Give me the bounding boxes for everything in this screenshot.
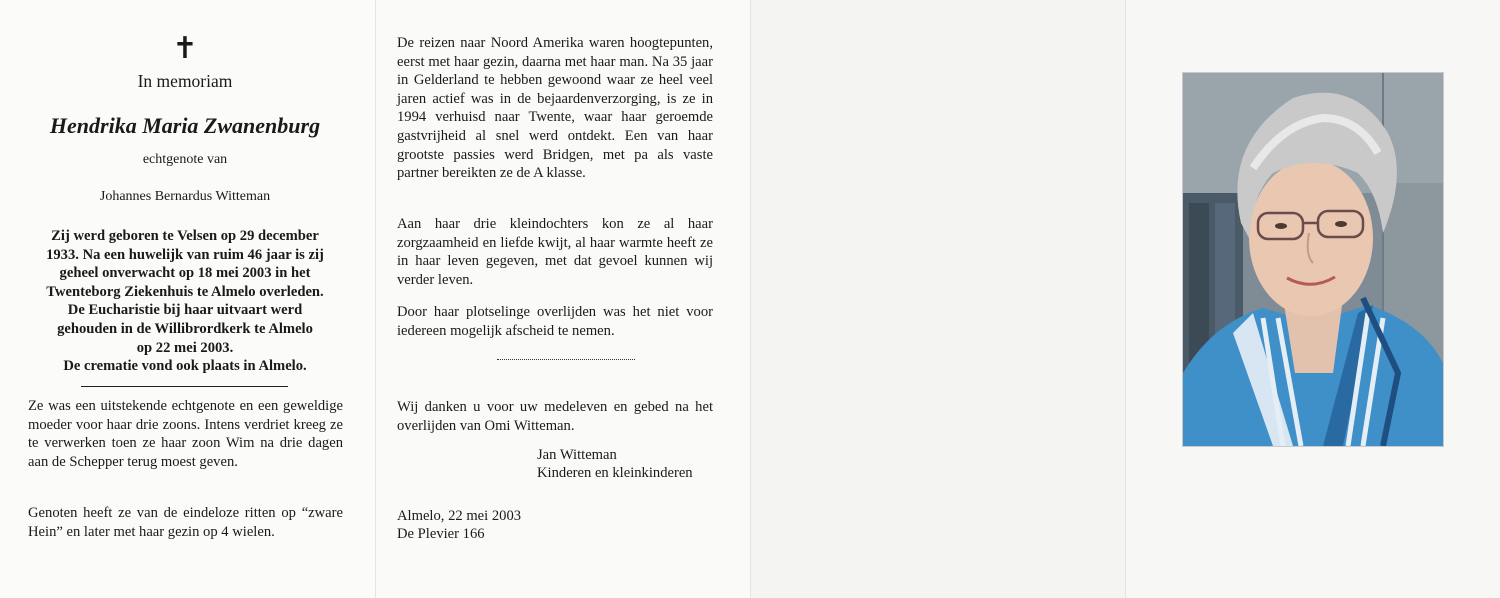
card-panel-photo bbox=[1125, 0, 1500, 598]
life-facts-line: gehouden in de Willibrordkerk te Almelo bbox=[57, 320, 313, 337]
portrait-image bbox=[1183, 73, 1443, 446]
memorial-paragraph: Ze was een uitstekende echtgenote en een geweldige moeder voor haar drie zoons. Intens verdriet kreeg ze te verwerken toen ze haar zoon Wim na drie dagen aan de Schepper terug moest geven. bbox=[28, 398, 343, 470]
fold-line bbox=[375, 0, 376, 598]
signature-name: Jan Witteman bbox=[537, 447, 617, 463]
life-facts-line: Twenteborg Ziekenhuis te Almelo overleden. bbox=[46, 283, 324, 300]
fold-line bbox=[750, 0, 751, 598]
card-panel-blank bbox=[750, 0, 1125, 598]
spouse-name: Johannes Bernardus Witteman bbox=[99, 189, 271, 204]
spouse-label: echtgenote van bbox=[142, 152, 228, 167]
life-facts-line: 1933. Na een huwelijk van ruim 46 jaar is zij bbox=[46, 246, 324, 263]
dotted-divider bbox=[497, 359, 635, 360]
deceased-name: Hendrika Maria Zwanenburg bbox=[49, 113, 321, 138]
memorial-paragraph: Aan haar drie kleindochters kon ze al haar zorgzaamheid en liefde kwijt, al haar warmte heeft ze in haar leven gegeven, met dat gevoel kunnen wij verder leven. bbox=[397, 216, 713, 288]
fold-line bbox=[1125, 0, 1126, 598]
life-facts-line: geheel onverwacht op 18 mei 2003 in het bbox=[59, 265, 311, 282]
place-date: Almelo, 22 mei 2003 bbox=[397, 508, 522, 524]
card-panel-left bbox=[0, 0, 375, 598]
life-facts-line: Zij werd geboren te Velsen op 29 december bbox=[51, 228, 319, 244]
portrait-photo bbox=[1182, 72, 1444, 447]
signature-family: Kinderen en kleinkinderen bbox=[537, 465, 693, 481]
memorial-paragraph: Door haar plotselinge overlijden was het niet voor iedereen mogelijk afscheid te nemen. bbox=[397, 304, 713, 339]
cross-icon: ✝ bbox=[172, 31, 198, 66]
memorial-paragraph: De reizen naar Noord Amerika waren hoogtepunten, eerst met haar gezin, daarna met haar man. Na 35 jaar in Gelderland te hebben gewoond waar ze heel veel jaren actief was in de bejaardenverzorging, is ze in 1994 verhuisd naar Twente, waar haar geroemde gastvrijheid al snel werd ontdekt. Een van haar grootste passies werd Bridgen, met pa als vaste partner bereikten ze de A klasse. bbox=[397, 35, 713, 182]
divider-line bbox=[81, 386, 288, 387]
life-facts-line: op 22 mei 2003. bbox=[136, 339, 234, 356]
life-facts-line: De crematie vond ook plaats in Almelo. bbox=[63, 358, 307, 375]
memorial-paragraph: Genoten heeft ze van de eindeloze ritten op “zware Hein” en later met haar gezin op 4 wielen. bbox=[28, 505, 343, 540]
address: De Plevier 166 bbox=[397, 526, 485, 542]
card-panel-middle bbox=[375, 0, 750, 598]
in-memoriam-heading: In memoriam bbox=[137, 71, 233, 91]
life-facts-line: De Eucharistie bij haar uitvaart werd bbox=[67, 302, 303, 319]
life-facts bbox=[20, 227, 350, 376]
thanks-paragraph: Wij danken u voor uw medeleven en gebed na het overlijden van Omi Witteman. bbox=[397, 399, 713, 434]
